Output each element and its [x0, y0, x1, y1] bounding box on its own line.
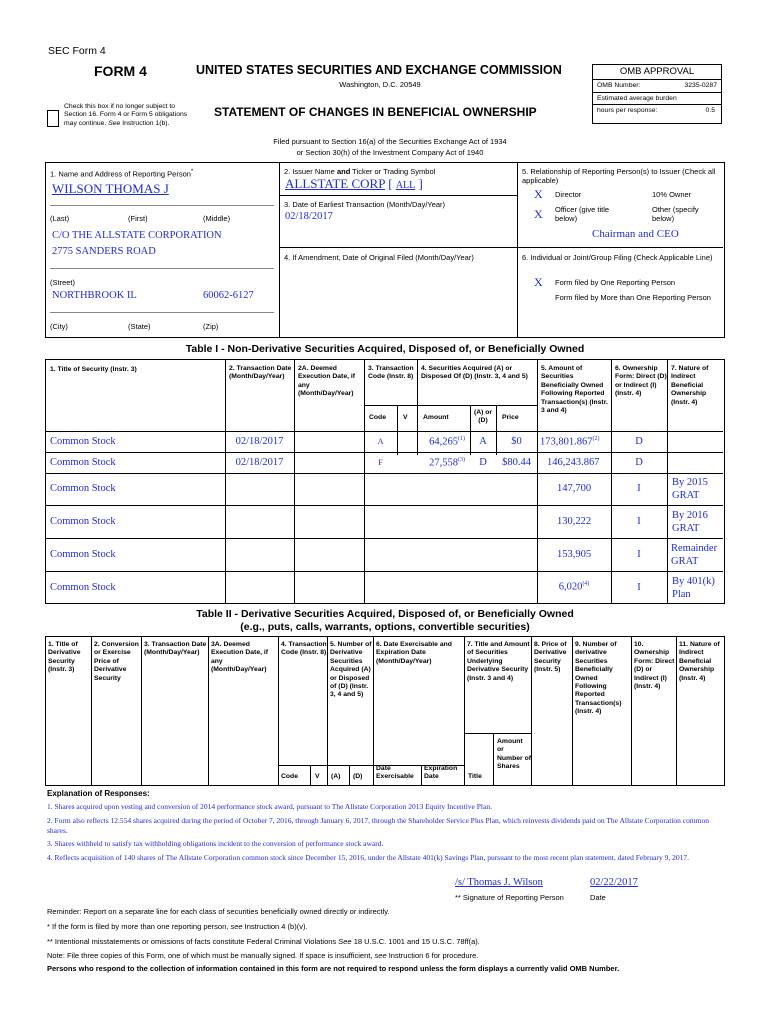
t1-row5-title: Common Stock — [50, 549, 116, 560]
form-title: FORM 4 — [94, 63, 147, 79]
issuer-name: ALLSTATE CORP [ ALL ] — [285, 176, 423, 191]
checkbox-instruction: Check this box if no longer subject to Section 16. Form 4 or Form 5 obligations may continue. See Instruction 1(b). — [64, 103, 188, 127]
t1-row2-date: 02/18/2017 — [235, 457, 284, 468]
t1-h-aord: (A) or (D) — [473, 409, 493, 425]
t1-row3-title: Common Stock — [50, 483, 116, 494]
officer-title: Chairman and CEO — [592, 228, 679, 240]
t2-h-owned: 9. Number of derivative Securities Beneficially Owned Following Reported Transaction(s) (Instr. 4) — [575, 641, 622, 716]
t1-row3-nature: By 2015 GRAT — [672, 477, 708, 501]
t1-h-nature: 7. Nature of Indirect Beneficial Ownership (Instr. 4) — [671, 365, 709, 406]
earliest-transaction-date: 02/18/2017 — [285, 211, 333, 222]
t1-row4-owned: 130,222 — [556, 516, 592, 527]
t1-row3-form: I — [637, 483, 641, 494]
t2-h-date: 3. Transaction Date (Month/Day/Year) — [144, 641, 207, 657]
t1-h-code-sub: Code — [369, 414, 386, 421]
t2-h-date-exercisable: Date Exercisable — [376, 765, 414, 781]
footer-note-3: Note: File three copies of this Form, one of which must be manually signed. If space is insufficient, see Instruction 6 for procedure. — [47, 951, 479, 960]
t1-row4-form: I — [637, 516, 641, 527]
city-state-value: NORTHBROOK IL — [52, 290, 137, 301]
address-line2: 2775 SANDERS ROAD — [52, 246, 156, 257]
t1-row2-ad: D — [479, 457, 487, 468]
burden-label: Estimated average burden — [593, 93, 721, 105]
footnote-2: 2. Form also reflects 12.554 shares acquired during the period of October 7, 2016, through January 6, 2017, through the Shareholder Service Plus Plan, which reinvests dividends paid on The Allstate Corporation common shares. — [47, 816, 710, 835]
t1-row2-amount: 27,558$^{(3)}$ — [429, 457, 465, 469]
t1-row6-form: I — [637, 582, 641, 593]
director-label: Director — [555, 190, 582, 199]
t1-row6-title: Common Stock — [50, 582, 116, 593]
t2-h-nature: 11. Nature of Indirect Beneficial Ownership (Instr. 4) — [679, 641, 720, 682]
hours-value: 0.5 — [705, 107, 715, 114]
t2-h-code: 4. Transaction Code (Instr. 8) — [281, 641, 327, 657]
t1-row1-date: 02/18/2017 — [235, 436, 284, 447]
state-label: (State) — [128, 322, 151, 331]
t1-row5-nature: Remainder GRAT — [671, 543, 718, 567]
box3-label: 3. Date of Earliest Transaction (Month/Day/Year) — [284, 200, 446, 209]
t1-row2-owned: 146,243.867 — [547, 457, 600, 468]
t1-h-form: 6. Ownership Form: Direct (D) or Indirect (I) (Instr. 4) — [615, 365, 667, 398]
t1-row1-code: A — [377, 437, 384, 446]
omb-approval-title: OMB APPROVAL — [593, 65, 721, 80]
t2-h-code-sub: Code — [281, 773, 298, 780]
reminder-note: Reminder: Report on a separate line for each class of securities beneficially owned directly or indirectly. — [47, 907, 390, 916]
table1-title: Table I - Non-Derivative Securities Acquired, Disposed of, or Beneficially Owned — [185, 343, 585, 355]
date-label: Date — [590, 893, 606, 902]
one-person-label: Form filed by One Reporting Person — [555, 278, 676, 287]
commission-location: Washington, D.C. 20549 — [339, 80, 421, 89]
t1-row1-form: D — [635, 436, 643, 447]
t1-h-v: V — [403, 414, 408, 421]
box2-label: 2. Issuer Name and Ticker or Trading Symbol — [284, 167, 436, 176]
commission-title: UNITED STATES SECURITIES AND EXCHANGE COMMISSION — [196, 63, 562, 77]
t1-row2-price: $80.44 — [502, 457, 531, 468]
address-line1: C/O THE ALLSTATE CORPORATION — [52, 230, 222, 241]
box6-label: 6. Individual or Joint/Group Filing (Check Applicable Line) — [522, 253, 713, 262]
t1-row4-title: Common Stock — [50, 516, 116, 527]
t1-row1-ad: A — [479, 436, 487, 447]
filed-pursuant-line1: Filed pursuant to Section 16(a) of the Securities Exchange Act of 1934 — [273, 137, 507, 146]
explanation-heading: Explanation of Responses: — [47, 789, 150, 798]
footer-note-1: * If the form is filed by more than one reporting person, see Instruction 4 (b)(v). — [47, 922, 308, 931]
t1-row2-code: F — [378, 458, 383, 467]
persons-respond-note: Persons who respond to the collection of information contained in this form are not required to respond unless the form displays a currently valid OMB Number. — [47, 964, 620, 973]
t1-row5-owned: 153,905 — [556, 549, 592, 560]
middle-label: (Middle) — [203, 214, 231, 223]
t2-h-expiration: Expiration Date — [424, 765, 458, 781]
t1-row5-form: I — [637, 549, 641, 560]
other-label: Other (specify below) — [652, 205, 699, 223]
t1-row1-title: Common Stock — [50, 436, 116, 447]
no-longer-subject-checkbox[interactable] — [47, 110, 59, 127]
t1-row1-owned: 173,801.867$^{(2)}$ — [540, 436, 600, 448]
first-label: (First) — [128, 214, 148, 223]
t2-h-deemed: 3A. Deemed Execution Date, if any (Month/Day/Year) — [211, 641, 269, 674]
one-person-mark[interactable]: X — [534, 275, 543, 289]
more-person-label: Form filed by More than One Reporting Person — [555, 293, 711, 302]
t1-row3-owned: 147,700 — [556, 483, 592, 494]
t1-row2-form: D — [635, 457, 643, 468]
footnote-1: 1. Shares acquired upon vesting and conversion of 2014 performance stock award, pursuant to The Allstate Corporation 2013 Equity Incentive Plan. — [47, 802, 492, 811]
zip-label: (Zip) — [203, 322, 219, 331]
officer-mark[interactable]: X — [534, 207, 543, 221]
t2-h-title-sub: Title — [468, 773, 482, 780]
t1-h-price: Price — [502, 414, 519, 421]
t1-h-deemed: 2A. Deemed Execution Date, if any (Month/Day/Year) — [298, 365, 356, 398]
t1-row6-nature: By 401(k) Plan — [672, 576, 715, 600]
t1-h-amount: Amount — [423, 414, 449, 421]
t1-row4-nature: By 2016 GRAT — [672, 510, 708, 534]
t2-h-title: 1. Title of Derivative Security (Instr. 3) — [48, 641, 81, 674]
t1-h-title: 1. Title of Security (Instr. 3) — [50, 366, 137, 373]
omb-approval-box — [592, 64, 722, 124]
t2-h-form: 10. Ownership Form: Direct (D) or Indirect (I) (Instr. 4) — [634, 641, 675, 691]
t2-h-price: 8. Price of Derivative Security (Instr. 5) — [534, 641, 567, 674]
signature-date: 02/22/2017 — [590, 877, 638, 888]
hours-label: hours per response: — [597, 107, 658, 114]
t2-h-a: (A) — [331, 773, 341, 780]
table2-subtitle: (e.g., puts, calls, warrants, options, convertible securities) — [240, 621, 530, 633]
filed-pursuant-line2: or Section 30(h) of the Investment Company Act of 1940 — [296, 148, 484, 157]
table2-title: Table II - Derivative Securities Acquired, Disposed of, or Beneficially Owned — [196, 608, 574, 620]
t1-row6-owned: 6,020$^{(4)}$ — [558, 581, 590, 593]
director-mark[interactable]: X — [534, 187, 543, 201]
box4-label: 4. If Amendment, Date of Original Filed (Month/Day/Year) — [284, 253, 474, 262]
t2-h-underlying: 7. Title and Amount of Securities Underlying Derivative Security (Instr. 3 and 4) — [467, 641, 530, 682]
t2-h-d: (D) — [353, 773, 363, 780]
officer-label: Officer (give title below) — [555, 205, 610, 223]
box5-label: 5. Relationship of Reporting Person(s) to Issuer (Check all applicable) — [522, 167, 716, 185]
t2-h-amount-shares: Amount or Number of Shares — [497, 738, 531, 771]
t1-h-acquired: 4. Securities Acquired (A) or Disposed Of (D) (Instr. 3, 4 and 5) — [421, 365, 528, 381]
omb-number: 3235-0287 — [684, 82, 717, 89]
issuer-link[interactable]: ALLSTATE CORP — [285, 176, 385, 191]
signature-label: ** Signature of Reporting Person — [455, 893, 564, 902]
footer-note-2: ** Intentional misstatements or omissions of facts constitute Federal Criminal Violations See 18 U.S.C. 1001 and 15 U.S.C. 78ff(a). — [47, 937, 480, 946]
t1-h-amount-owned: 5. Amount of Securities Beneficially Owned Following Reported Transaction(s) (Instr. 3 and 4) — [541, 365, 608, 415]
box1-label: 1. Name and Address of Reporting Person* — [50, 169, 194, 179]
t1-h-code: 3. Transaction Code (Instr. 8) — [368, 365, 414, 381]
ten-percent-owner-label: 10% Owner — [652, 190, 692, 199]
footnote-4: 4. Reflects acquisition of 140 shares of The Allstate Corporation common stock since December 15, 2016, under the Allstate 401(k) Savings Plan, pursuant to the most recent plan statement, dated February 9, 2017. — [47, 853, 690, 862]
zip-value: 60062-6127 — [203, 290, 254, 301]
t2-h-exercisable: 6. Date Exercisable and Expiration Date (Month/Day/Year) — [376, 641, 452, 665]
reporting-person-name[interactable]: WILSON THOMAS J — [52, 181, 169, 196]
t1-row1-price: $0 — [511, 436, 522, 447]
street-label: (Street) — [50, 278, 76, 287]
last-label: (Last) — [50, 214, 70, 223]
t1-row2-title: Common Stock — [50, 457, 116, 468]
t2-h-number: 5. Number of Derivative Securities Acquired (A) or Disposed of (D) (Instr. 3, 4 and 5) — [330, 641, 372, 699]
footnote-3: 3. Shares withheld to satisfy tax withholding obligations incident to the conversion of performance stock award. — [47, 839, 384, 848]
t1-h-date: 2. Transaction Date (Month/Day/Year) — [229, 365, 292, 381]
statement-title: STATEMENT OF CHANGES IN BENEFICIAL OWNERSHIP — [214, 105, 537, 119]
t2-h-conversion: 2. Conversion or Exercise Price of Derivative Security — [94, 641, 139, 682]
t2-h-v: V — [315, 773, 320, 780]
t1-row1-amount: 64,265$^{(1)}$ — [429, 436, 465, 448]
signature-name: /s/ Thomas J. Wilson — [455, 877, 543, 888]
city-label: (City) — [50, 322, 68, 331]
ticker-link[interactable]: ALL — [395, 180, 416, 191]
omb-number-label: OMB Number: — [597, 82, 641, 89]
sec-form-label: SEC Form 4 — [48, 45, 106, 57]
